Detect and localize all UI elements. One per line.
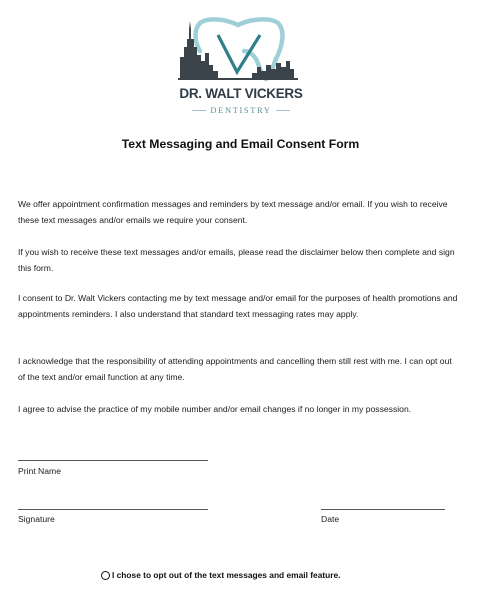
signature-line[interactable] <box>18 509 208 510</box>
paragraph-consent: I consent to Dr. Walt Vickers contacting me by text message and/or email for the purposes of health promotions and appointments reminders. I also understand that standard text messaging rates may apply. <box>18 293 458 319</box>
print-name-label: Print Name <box>18 466 61 476</box>
divider <box>276 110 290 111</box>
opt-out-option[interactable] <box>101 570 341 580</box>
date-label: Date <box>321 514 340 524</box>
practice-logo <box>178 17 304 127</box>
paragraph-advise: I agree to advise the practice of my mobile number and/or email changes if no longer in my possession. <box>18 404 412 414</box>
form-title: Text Messaging and Email Consent Form <box>121 137 360 151</box>
print-name-line[interactable] <box>18 460 208 461</box>
date-line[interactable] <box>321 509 445 510</box>
opt-out-radio[interactable] <box>101 571 110 580</box>
paragraph-acknowledge: I acknowledge that the responsibility of attending appointments and cancelling them still rest with me. I can opt out of the text and/or email function at any time. <box>18 356 452 382</box>
skyline-tooth-icon <box>178 17 304 83</box>
paragraph-instructions: If you wish to receive these text messages and/or emails, please read the disclaimer below then complete and sign this form. <box>18 247 455 273</box>
opt-out-label: I chose to opt out of the text messages and email feature. <box>112 570 341 580</box>
signature-label: Signature <box>18 514 55 524</box>
paragraph-intro: We offer appointment confirmation messages and reminders by text message and/or email. If you wish to receive these text messages and/or emails we require your consent. <box>18 199 448 225</box>
practice-subtitle: DENTISTRY <box>210 105 272 115</box>
practice-name: DR. WALT VICKERS <box>179 86 303 101</box>
